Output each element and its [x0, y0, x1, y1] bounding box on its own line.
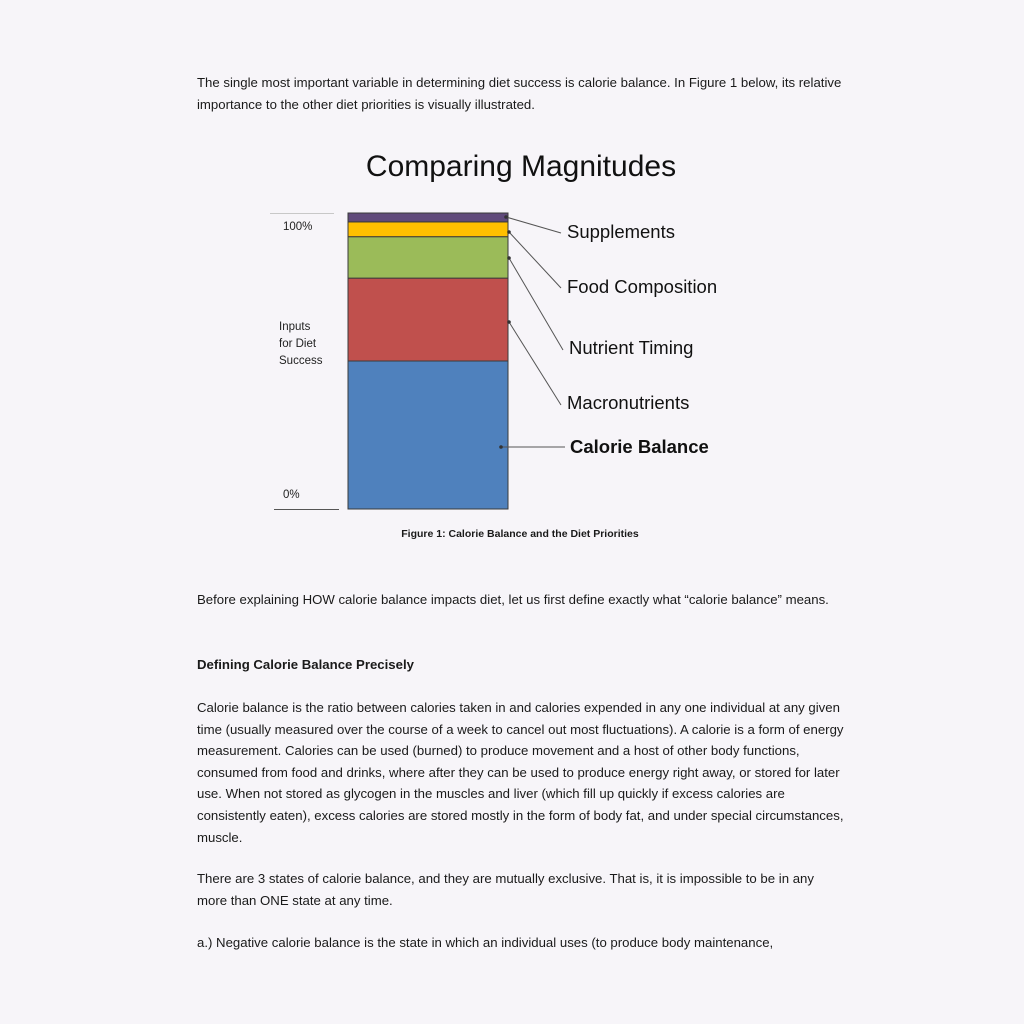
leader-arrowhead: [499, 445, 503, 449]
series-label-supplements: Supplements: [567, 221, 675, 242]
y-axis-label-line: Success: [279, 355, 323, 367]
leader-arrowhead: [507, 320, 511, 324]
bar-segment-supplements: [348, 213, 508, 222]
y-tick-0: 0%: [283, 489, 300, 501]
chart-title: Comparing Magnitudes: [365, 150, 677, 183]
leader-line-supplements: [506, 217, 561, 233]
state-a-paragraph: a.) Negative calorie balance is the state in which an individual uses (to produce body maintenance,: [197, 935, 774, 950]
series-label-nutrient-timing: Nutrient Timing: [569, 337, 694, 358]
before-explaining-paragraph: Before explaining HOW calorie balance impacts diet, let us first define exactly what “calorie balance” means.: [197, 592, 829, 607]
y-tick-100: 100%: [283, 221, 313, 233]
leader-arrowhead: [507, 230, 511, 234]
figure-caption: Figure 1: Calorie Balance and the Diet Priorities: [401, 528, 639, 540]
intro-paragraph: The single most important variable in determining diet success is calorie balance. In Figure 1 below, its relative importance to the other diet priorities is visually illustrated.: [197, 75, 842, 112]
bar-segment-macronutrients: [348, 278, 508, 361]
bar-segment-food-composition: [348, 222, 508, 237]
bar-segment-calorie-balance: [348, 361, 508, 509]
section-heading: Defining Calorie Balance Precisely: [197, 657, 414, 672]
leader-line-food-composition: [509, 232, 561, 288]
leader-line-nutrient-timing: [509, 258, 563, 350]
leader-arrowhead: [504, 215, 508, 219]
y-axis-label-line: Inputs: [279, 321, 311, 333]
y-axis-label: [279, 321, 323, 367]
series-labels: [499, 215, 717, 457]
bar-segment-nutrient-timing: [348, 237, 508, 278]
series-label-calorie-balance: Calorie Balance: [570, 436, 709, 457]
states-paragraph: There are 3 states of calorie balance, and they are mutually exclusive. That is, it is impossible to be in any more than ONE state at any time.: [197, 871, 814, 908]
series-label-macronutrients: Macronutrients: [567, 392, 690, 413]
y-axis-label-line: for Diet: [279, 338, 317, 350]
leader-line-macronutrients: [509, 322, 561, 405]
stacked-bar: [348, 213, 508, 509]
series-label-food-composition: Food Composition: [567, 276, 718, 297]
leader-arrowhead: [507, 256, 511, 260]
definition-paragraph: Calorie balance is the ratio between calories taken in and calories expended in any one individual at any given time (usually measured over the course of a week to cancel out most fluctuations). A calorie is a form of energy measurement. Calories can be used (burned) to produce movement and a host of other body functions, consumed from food and drinks, where after they can be used to produce energy right away, or stored for later use. When not stored as glycogen in the muscles and liver (which fill up quickly if excess calories are consistently eaten), excess calories are stored mostly in the form of body fat, and under special circumstances, muscle.: [197, 700, 844, 845]
